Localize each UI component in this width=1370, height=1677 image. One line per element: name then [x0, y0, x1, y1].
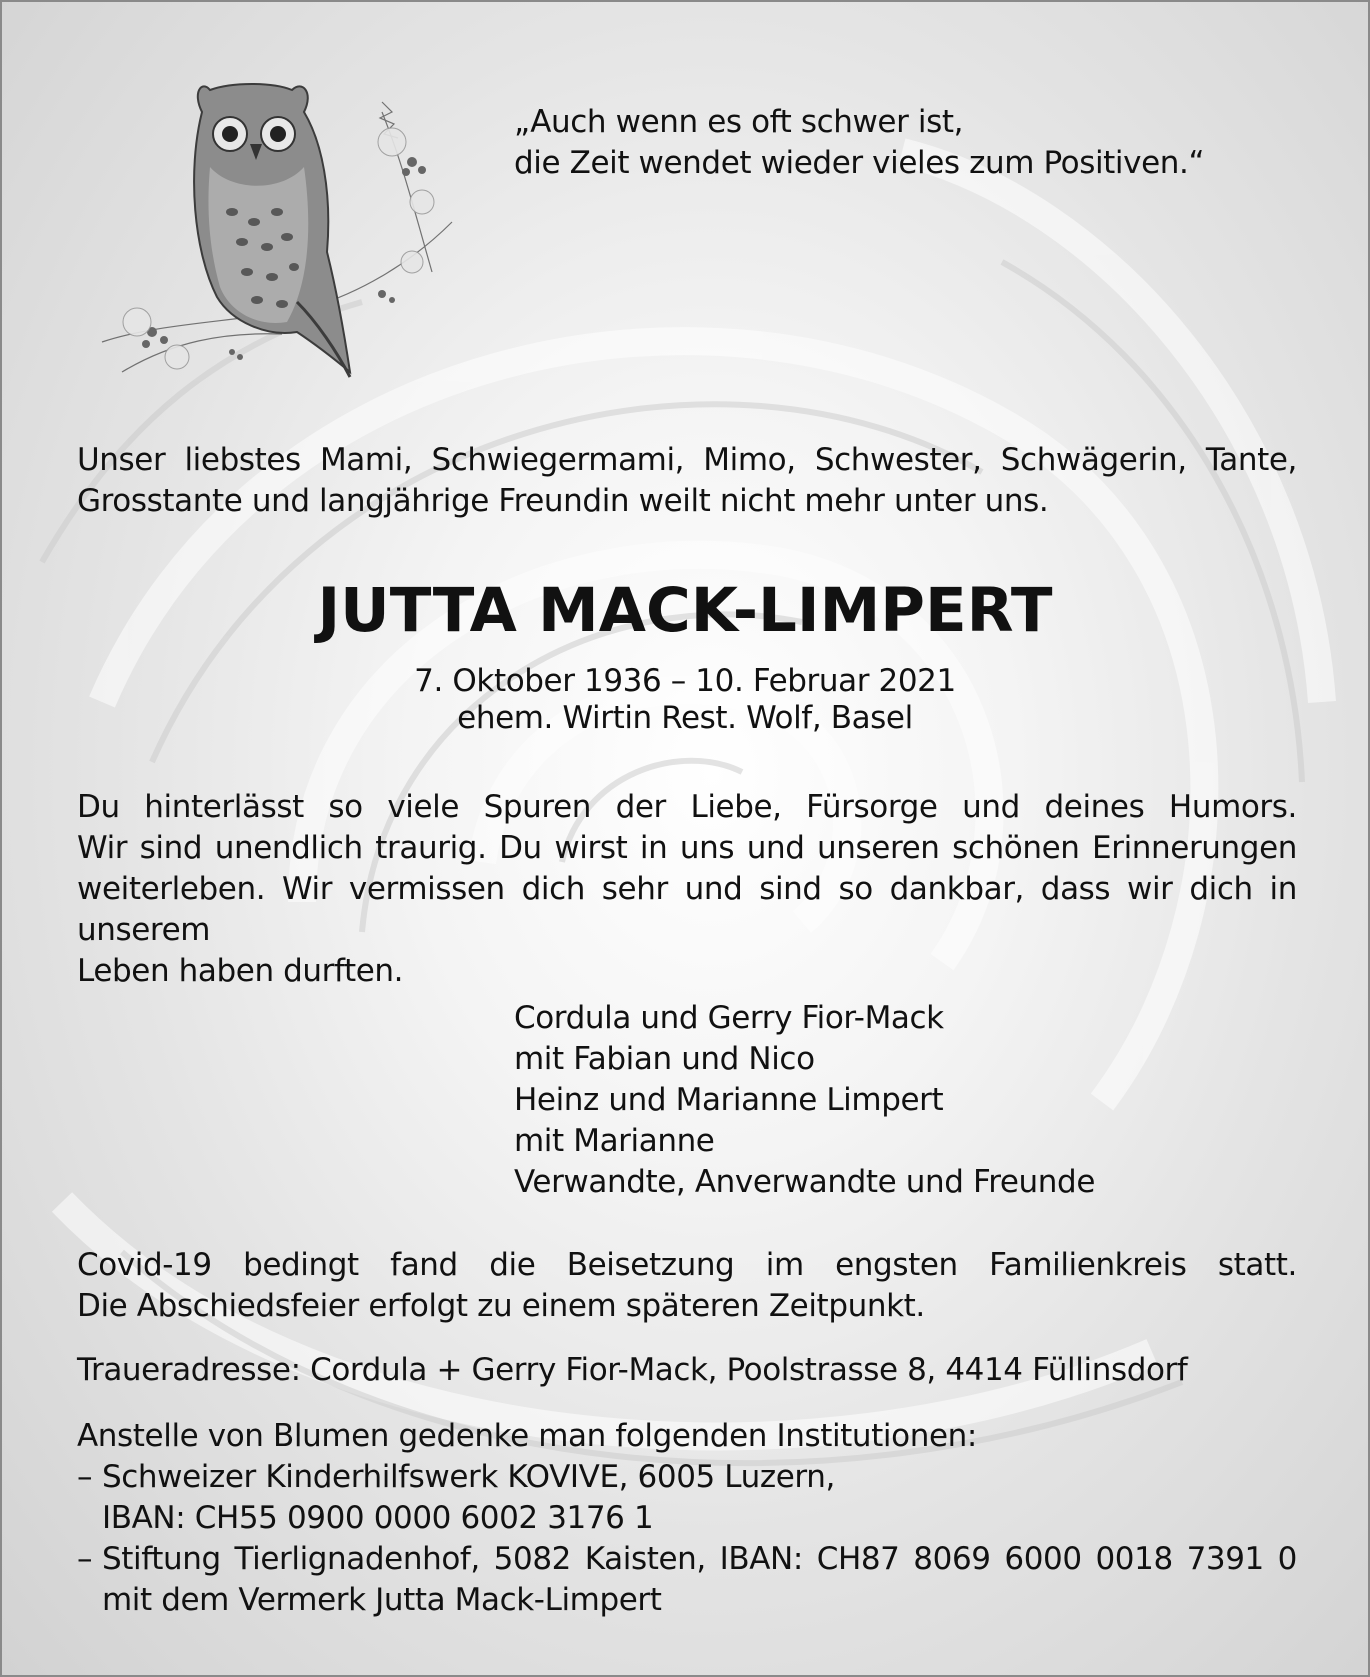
tribute-line-1: Du hinterlässt so viele Spuren der Liebe, Fürsorge und deines Humors.	[77, 789, 1297, 825]
tribute-paragraph	[77, 787, 1297, 992]
mourner-line: mit Fabian und Nico	[514, 1041, 815, 1077]
covid-note	[77, 1245, 1297, 1327]
donation-item-1-line-2: IBAN: CH55 0900 0000 6002 3176 1	[102, 1500, 654, 1536]
mourner-line: Heinz und Marianne Limpert	[514, 1082, 944, 1118]
tribute-line-2: Wir sind unendlich traurig. Du wirst in uns und unseren schönen Erinnerungen	[77, 830, 1297, 866]
mourner-line: mit Marianne	[514, 1123, 715, 1159]
intro-paragraph	[77, 440, 1297, 522]
mourner-line: Cordula und Gerry Fior-Mack	[514, 1000, 944, 1036]
deceased-name: JUTTA MACK-LIMPERT	[317, 575, 1053, 646]
occupation: ehem. Wirtin Rest. Wolf, Basel	[457, 700, 913, 736]
life-dates	[2, 663, 1368, 737]
donation-item-2-line-1: Stiftung Tierlignadenhof, 5082 Kaisten, IBAN: CH87 8069 6000 0018 7391 0	[102, 1541, 1297, 1577]
donation-item-1-line-1: Schweizer Kinderhilfswerk KOVIVE, 6005 Luzern,	[102, 1459, 835, 1495]
donation-section	[77, 1416, 1297, 1621]
owl-icon	[82, 72, 482, 402]
donation-item	[77, 1539, 1297, 1621]
donation-item	[77, 1457, 1297, 1539]
tribute-line-3: weiterleben. Wir vermissen dich sehr und sind so dankbar, dass wir dich in unserem	[77, 871, 1297, 948]
dash: –	[77, 1541, 93, 1577]
donation-heading: Anstelle von Blumen gedenke man folgenden Institutionen:	[77, 1418, 977, 1454]
mourners-list	[514, 998, 1314, 1203]
quote	[514, 102, 1314, 184]
covid-line-1: Covid-19 bedingt fand die Beisetzung im engsten Familienkreis statt.	[77, 1247, 1297, 1283]
covid-line-2: Die Abschiedsfeier erfolgt zu einem späteren Zeitpunkt.	[77, 1288, 925, 1324]
dash: –	[77, 1459, 93, 1495]
donation-item-2-line-2: mit dem Vermerk Jutta Mack-Limpert	[102, 1582, 662, 1618]
tribute-line-4: Leben haben durften.	[77, 953, 404, 989]
mourner-line: Verwandte, Anverwandte und Freunde	[514, 1164, 1095, 1200]
quote-line-2: die Zeit wendet wieder vieles zum Positiven.“	[514, 145, 1205, 181]
birth-death-dates: 7. Oktober 1936 – 10. Februar 2021	[414, 663, 956, 699]
quote-line-1: „Auch wenn es oft schwer ist,	[514, 104, 964, 140]
intro-line-2: Grosstante und langjährige Freundin weilt nicht mehr unter uns.	[77, 483, 1049, 519]
intro-line-1: Unser liebstes Mami, Schwiegermami, Mimo, Schwester, Schwägerin, Tante,	[77, 442, 1297, 478]
mourning-address: Traueradresse: Cordula + Gerry Fior-Mack, Poolstrasse 8, 4414 Füllinsdorf	[77, 1352, 1188, 1388]
